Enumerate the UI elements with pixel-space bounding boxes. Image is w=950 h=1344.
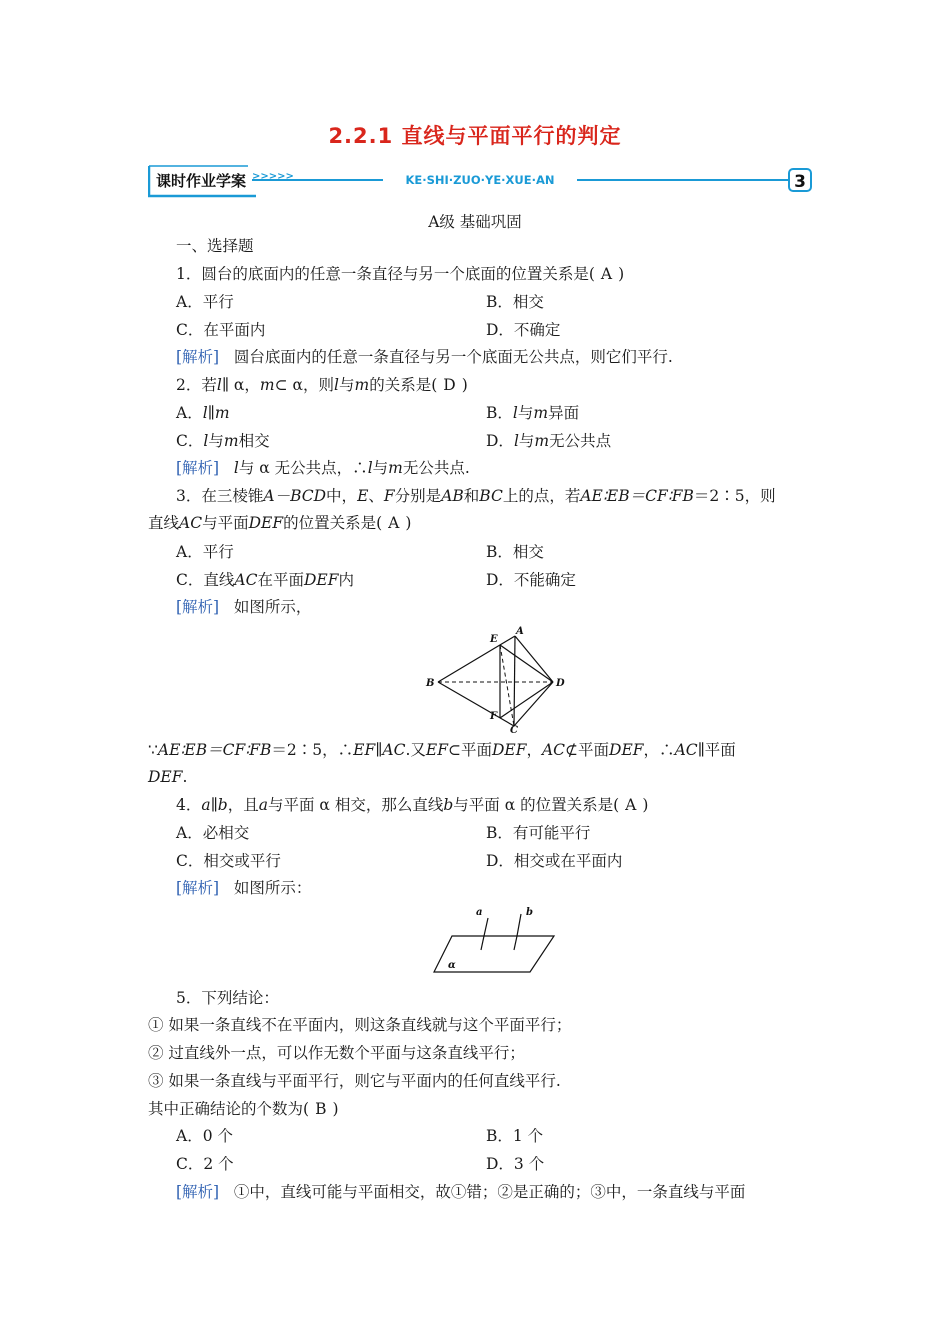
question-4: 4．a∥b，且a与平面 α 相交，那么直线b与平面 α 的位置关系是( A ): [176, 796, 649, 814]
banner-label: 课时作业学案: [156, 172, 247, 190]
q5-option-b: B．1 个: [486, 1127, 544, 1145]
question-2: 2．若l∥ α，m⊂ α，则l与m的关系是( D ): [176, 376, 468, 394]
section-level: A级 基础巩固: [428, 213, 522, 231]
question-1: 1．圆台的底面内的任意一条直径与另一个底面的位置关系是( A ): [176, 265, 625, 283]
answer-3: A: [388, 514, 400, 532]
question-3: 3．在三棱锥A－BCD中，E、F分别是AB和BC上的点，若AE∶EB＝CF∶FB＝2∶5，则: [176, 487, 776, 505]
label-d: D: [556, 678, 565, 689]
q1-option-c: C．在平面内: [176, 321, 266, 339]
q2-option-c: C．l与m相交: [176, 432, 270, 450]
q4-analysis: [解析] 如图所示：: [176, 879, 312, 897]
q4-option-c: C．相交或平行: [176, 852, 281, 870]
q2-option-b: B．l与m异面: [486, 404, 580, 422]
answer-1: A: [600, 265, 613, 283]
answer-4: A: [625, 796, 637, 814]
banner-pinyin: KE·SHI·ZUO·YE·XUE·AN: [405, 173, 555, 187]
question-5: 5．下列结论：: [176, 989, 279, 1007]
plane-lines-figure: [428, 902, 560, 978]
q5-option-a: A．0 个: [176, 1127, 233, 1145]
q2-option-d: D．l与m无公共点: [486, 432, 612, 450]
q1-option-d: D．不确定: [486, 321, 561, 339]
label-f: F: [490, 711, 498, 722]
q2-option-a: A．l∥m: [176, 404, 230, 422]
q1-option-a: A．平行: [176, 293, 234, 311]
banner-number: 3: [794, 172, 806, 192]
q5-option-d: D．3 个: [486, 1155, 545, 1173]
q3-option-c: C．直线AC在平面DEF内: [176, 571, 354, 589]
question-3-cont: 直线AC与平面DEF的位置关系是( A ): [148, 514, 412, 532]
q3-reasoning: ∵AE∶EB＝CF∶FB＝2∶5，∴EF∥AC.又EF⊂平面DEF，AC⊄平面DEF，∴AC∥平面: [148, 741, 736, 759]
page-title: 2.2.1 直线与平面平行的判定: [328, 124, 622, 148]
answer-2: D: [443, 376, 456, 394]
banner-arrows: >>>>>: [252, 171, 294, 182]
q4-option-d: D．相交或在平面内: [486, 852, 623, 870]
q5-option-c: C．2 个: [176, 1155, 234, 1173]
q5-statement-2: ② 过直线外一点，可以作无数个平面与这条直线平行；: [148, 1044, 525, 1062]
label-plane-alpha: α: [448, 960, 456, 971]
label-line-a: a: [476, 907, 483, 918]
q3-option-a: A．平行: [176, 543, 234, 561]
q4-option-b: B．有可能平行: [486, 824, 591, 842]
q3-option-d: D．不能确定: [486, 571, 576, 589]
q5-statement-3: ③ 如果一条直线与平面平行，则它与平面内的任何直线平行.: [148, 1072, 561, 1090]
q3-analysis: [解析] 如图所示，: [176, 598, 312, 616]
q3-reasoning-cont: DEF.: [148, 768, 188, 786]
analysis-tag: [解析]: [176, 348, 220, 366]
answer-5: B: [315, 1100, 327, 1118]
q2-analysis: [解析] l与 α 无公共点，∴l与m无公共点.: [176, 459, 470, 477]
part-heading: 一、选择题: [176, 237, 254, 255]
q5-ask: 其中正确结论的个数为( B ): [148, 1100, 339, 1118]
label-a: A: [516, 626, 524, 637]
tetrahedron-figure: [420, 622, 570, 734]
label-b: B: [426, 678, 435, 689]
q1-analysis: [解析] 圆台底面内的任意一条直径与另一个底面无公共点，则它们平行.: [176, 348, 673, 366]
label-c: C: [510, 725, 518, 734]
q4-option-a: A．必相交: [176, 824, 250, 842]
q3-option-b: B．相交: [486, 543, 544, 561]
q5-analysis: [解析] ①中，直线可能与平面相交，故①错；②是正确的；③中，一条直线与平面: [176, 1183, 746, 1201]
q5-statement-1: ① 如果一条直线不在平面内，则这条直线就与这个平面平行；: [148, 1016, 572, 1034]
label-e: E: [490, 634, 498, 645]
label-line-b: b: [526, 907, 533, 918]
section-banner: [148, 162, 813, 198]
q1-option-b: B．相交: [486, 293, 544, 311]
